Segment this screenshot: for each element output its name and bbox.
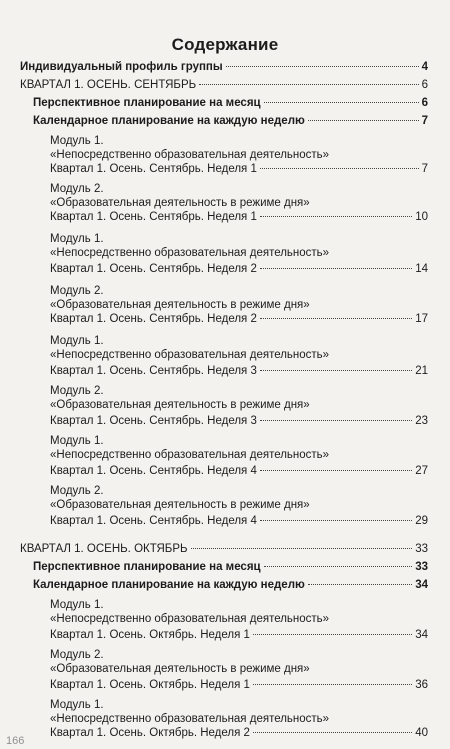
leader-dots — [199, 84, 418, 85]
leader-dots — [191, 548, 413, 549]
toc-entry[interactable] — [20, 60, 428, 74]
leader-dots — [260, 520, 412, 521]
module-label: Модуль 1. — [50, 699, 104, 711]
toc-entry-label: Перспективное планирование на месяц — [33, 97, 261, 109]
toc-entry-page: 29 — [415, 515, 428, 527]
toc-entry-page: 33 — [415, 561, 428, 573]
module-label: Модуль 2. — [50, 485, 104, 497]
toc-entry-page: 17 — [415, 313, 428, 325]
page-number: 166 — [6, 735, 25, 747]
toc-entry-label: Перспективное планирование на месяц — [33, 561, 261, 573]
module-title: «Образовательная деятельность в режиме дня» — [50, 299, 310, 311]
toc-entry-page: 7 — [421, 115, 428, 127]
module-label: Модуль 1. — [50, 135, 104, 147]
leader-dots — [253, 684, 412, 685]
leader-dots — [264, 566, 413, 567]
leader-dots — [260, 268, 412, 269]
toc-entry[interactable] — [50, 364, 428, 378]
toc-entry[interactable] — [20, 542, 428, 556]
toc-entry-page: 34 — [415, 629, 428, 641]
toc-entry-label: Квартал 1. Осень. Сентябрь. Неделя 2 — [50, 263, 257, 275]
toc-entry[interactable] — [50, 726, 428, 740]
toc-entry-label: Квартал 1. Осень. Сентябрь. Неделя 4 — [50, 465, 257, 477]
toc-entry[interactable] — [20, 78, 428, 92]
toc-entry-label: Квартал 1. Осень. Сентябрь. Неделя 4 — [50, 515, 257, 527]
module-title: «Образовательная деятельность в режиме дня» — [50, 663, 310, 675]
toc-entry-label: Календарное планирование на каждую неделю — [33, 115, 305, 127]
toc-entry[interactable] — [50, 464, 428, 478]
leader-dots — [260, 370, 412, 371]
leader-dots — [260, 216, 412, 217]
toc-entry-page: 6 — [421, 97, 428, 109]
toc-entry-page: 4 — [421, 61, 428, 73]
toc-entry-label: Квартал 1. Осень. Октябрь. Неделя 1 — [50, 629, 250, 641]
leader-dots — [260, 318, 412, 319]
toc-entry[interactable] — [33, 578, 428, 592]
toc-entry[interactable] — [50, 262, 428, 276]
toc-entry-page: 21 — [415, 365, 428, 377]
toc-entry[interactable] — [33, 114, 428, 128]
toc-entry-page: 7 — [421, 163, 428, 175]
toc-entry-label: Индивидуальный профиль группы — [20, 61, 223, 73]
toc-entry-label: Квартал 1. Осень. Сентябрь. Неделя 1 — [50, 211, 257, 223]
toc-entry-label: Квартал 1. Осень. Сентябрь. Неделя 3 — [50, 365, 257, 377]
toc-entry-page: 14 — [415, 263, 428, 275]
module-title: «Образовательная деятельность в режиме дня» — [50, 399, 310, 411]
toc-entry-page: 34 — [415, 579, 428, 591]
toc-entry-label: Квартал 1. Осень. Октябрь. Неделя 1 — [50, 679, 250, 691]
toc-entry-label: Календарное планирование на каждую неделю — [33, 579, 305, 591]
toc-entry-page: 23 — [415, 415, 428, 427]
module-title: «Непосредственно образовательная деятельность» — [50, 449, 330, 461]
module-title: «Непосредственно образовательная деятельность» — [50, 247, 330, 259]
module-label: Модуль 2. — [50, 385, 104, 397]
toc-entry[interactable] — [33, 96, 428, 110]
toc-entry[interactable] — [50, 414, 428, 428]
leader-dots — [260, 168, 419, 169]
module-title: «Образовательная деятельность в режиме дня» — [50, 499, 310, 511]
toc-entry[interactable] — [33, 560, 428, 574]
toc-entry-label: КВАРТАЛ 1. ОСЕНЬ. ОКТЯБРЬ — [20, 543, 188, 555]
toc-entry[interactable] — [50, 678, 428, 692]
leader-dots — [264, 102, 419, 103]
module-label: Модуль 2. — [50, 649, 104, 661]
module-title: «Непосредственно образовательная деятельность» — [50, 149, 330, 161]
module-label: Модуль 1. — [50, 335, 104, 347]
module-title: «Образовательная деятельность в режиме дня» — [50, 197, 310, 209]
toc-entry-page: 27 — [415, 465, 428, 477]
leader-dots — [260, 470, 412, 471]
leader-dots — [253, 634, 412, 635]
toc-entry[interactable] — [50, 628, 428, 642]
module-label: Модуль 1. — [50, 233, 104, 245]
module-label: Модуль 1. — [50, 435, 104, 447]
leader-dots — [308, 584, 412, 585]
toc-entry[interactable] — [50, 210, 428, 224]
page-title: Содержание — [171, 35, 279, 54]
module-title: «Непосредственно образовательная деятельность» — [50, 349, 330, 361]
leader-dots — [253, 732, 412, 733]
toc-entry-page: 6 — [421, 79, 428, 91]
toc-entry[interactable] — [50, 514, 428, 528]
leader-dots — [226, 66, 419, 67]
module-title: «Непосредственно образовательная деятельность» — [50, 713, 330, 725]
toc-entry-label: Квартал 1. Осень. Сентябрь. Неделя 2 — [50, 313, 257, 325]
toc-entry-label: Квартал 1. Осень. Сентябрь. Неделя 1 — [50, 163, 257, 175]
toc-entry-page: 40 — [415, 727, 428, 739]
toc-entry[interactable] — [50, 162, 428, 176]
toc-entry[interactable] — [50, 312, 428, 326]
toc-entry-label: Квартал 1. Осень. Сентябрь. Неделя 3 — [50, 415, 257, 427]
module-title: «Непосредственно образовательная деятельность» — [50, 613, 330, 625]
toc-entry-page: 10 — [415, 211, 428, 223]
module-label: Модуль 1. — [50, 599, 104, 611]
module-label: Модуль 2. — [50, 285, 104, 297]
toc-entry-label: КВАРТАЛ 1. ОСЕНЬ. СЕНТЯБРЬ — [20, 79, 197, 91]
module-label: Модуль 2. — [50, 183, 104, 195]
leader-dots — [308, 120, 419, 121]
leader-dots — [260, 420, 412, 421]
toc-entry-label: Квартал 1. Осень. Октябрь. Неделя 2 — [50, 727, 250, 739]
toc-entry-page: 36 — [415, 679, 428, 691]
toc-entry-page: 33 — [415, 543, 428, 555]
